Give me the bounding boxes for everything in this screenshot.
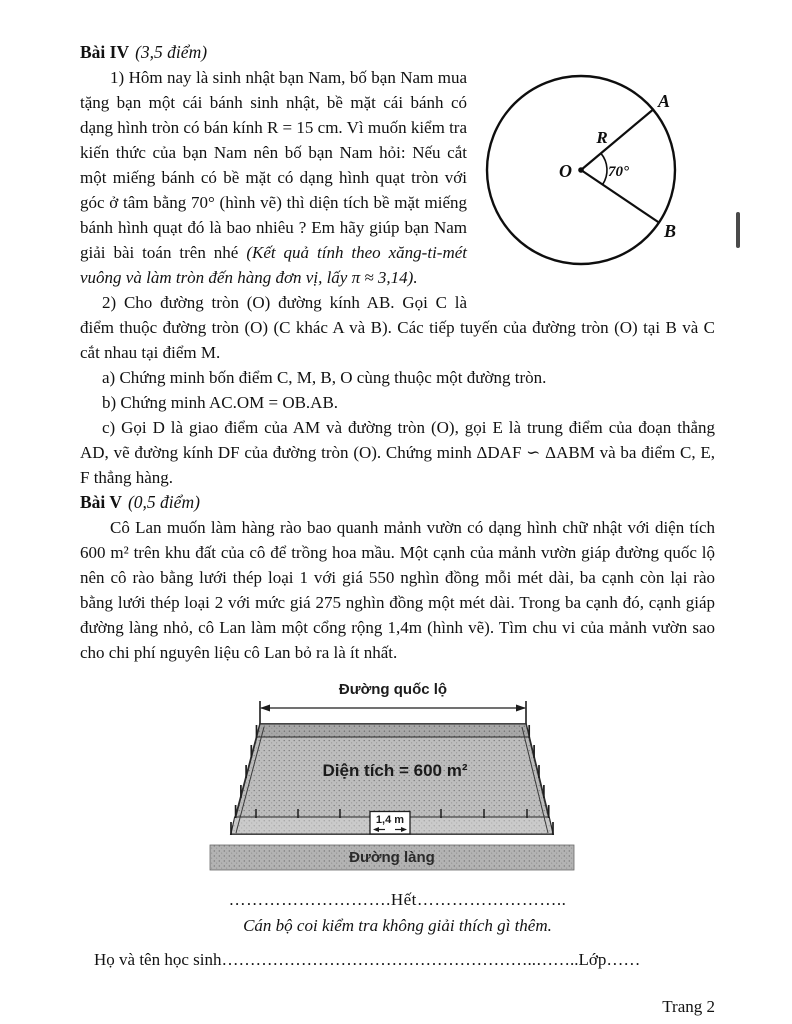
scan-artifact (736, 212, 740, 248)
label-center-o: O (559, 161, 572, 181)
bai4-item-c: c) Gọi D là giao điểm của AM và đường tròn (O), gọi E là trung điểm của đoạn thẳng AD, vẽ đường kính DF của đường tròn (O). Chứng minh ΔDAF ∽ ΔABM và ba điểm C, E, F thẳng hàng. (80, 418, 715, 487)
angle-arc (601, 153, 607, 184)
highway-fence-band (256, 724, 529, 737)
label-point-a: A (658, 91, 671, 111)
village-road-label: Đường làng (348, 849, 435, 866)
bai5-heading-points: (0,5 điểm) (127, 492, 200, 512)
page-number: Trang 2 (662, 997, 715, 1016)
label-angle-70: 70° (608, 164, 629, 180)
label-radius-r: R (596, 128, 608, 147)
area-label: Diện tích = 600 m² (321, 761, 468, 780)
student-name-line: Họ và tên học sinh………………………………………………..……..Lớp…… (94, 950, 641, 969)
gate-width-label: 1,4 m (375, 814, 404, 826)
bai4-heading (80, 40, 715, 65)
bai4-heading-number: Bài IV (80, 42, 130, 62)
dim-arrow-right (516, 705, 526, 712)
bai5-heading-number: Bài V (80, 492, 122, 512)
bai5-heading (80, 490, 715, 515)
label-point-b: B (664, 221, 677, 241)
garden-figure (198, 679, 598, 881)
bai4-item-a: a) Chứng minh bốn điểm C, M, B, O cùng thuộc một đường tròn. (102, 368, 547, 387)
radius-oa (581, 110, 653, 170)
proctor-note: Cán bộ coi kiểm tra không giải thích gì thêm. (243, 916, 552, 935)
circle-sector-figure (475, 65, 715, 297)
bai4-part1-text: 1) Hôm nay là sinh nhật bạn Nam, bố bạn Nam mua tặng bạn một cái bánh sinh nhật, bề mặt cái bánh có dạng hình tròn có bán kính R = 15 cm. Vì muốn kiểm tra kiến thức của bạn Nam nên bố bạn Nam hỏi: Nếu cắt một miếng bánh có bề mặt có dạng hình quạt tròn với góc ở tâm bằng 70° (hình vẽ) thì diện tích bề mặt miếng bánh hình quạt đó là bao nhiêu ? Em hãy giúp bạn Nam giải bài toán trên nhé (80, 68, 467, 262)
bai4-heading-points: (3,5 điểm) (135, 42, 208, 62)
end-of-exam-line: ……………………….Hết…………………….. (228, 890, 567, 909)
bai4-part1-note: (Kết quả tính theo xăng-ti-mét vuông và làm tròn đến hàng đơn vị, lấy π ≈ 3,14). (80, 243, 467, 287)
dim-arrow-left (260, 705, 270, 712)
bai4-part2-paragraph: 2) Cho đường tròn (O) đường kính AB. Gọi C là điểm thuộc đường tròn (O) (C khác A và B). Các tiếp tuyến của đường tròn (O) tại B và C cắt nhau tại điểm M. (80, 293, 715, 362)
center-dot (578, 167, 584, 173)
highway-label: Đường quốc lộ (338, 681, 447, 698)
bai5-body-paragraph: Cô Lan muốn làm hàng rào bao quanh mảnh vườn có dạng hình chữ nhật với diện tích 600 m² trên khu đất của cô để trồng hoa mầu. Một cạnh của mảnh vườn giáp đường quốc lộ nên cô rào bằng lưới thép loại 1 với giá 550 nghìn đồng mỗi mét dài, ba cạnh còn lại rào bằng lưới thép loại 2 với mức giá 275 nghìn đồng một mét dài. Trong ba cạnh đó, cạnh giáp đường làng nhỏ, cô Lan làm một cổng rộng 1,4m (hình vẽ). Tìm chu vi của mảnh vườn sao cho chi phí nguyên liệu cô Lan bỏ ra là ít nhất. (80, 518, 715, 662)
bai4-item-b: b) Chứng minh AC.OM = OB.AB. (102, 393, 339, 412)
